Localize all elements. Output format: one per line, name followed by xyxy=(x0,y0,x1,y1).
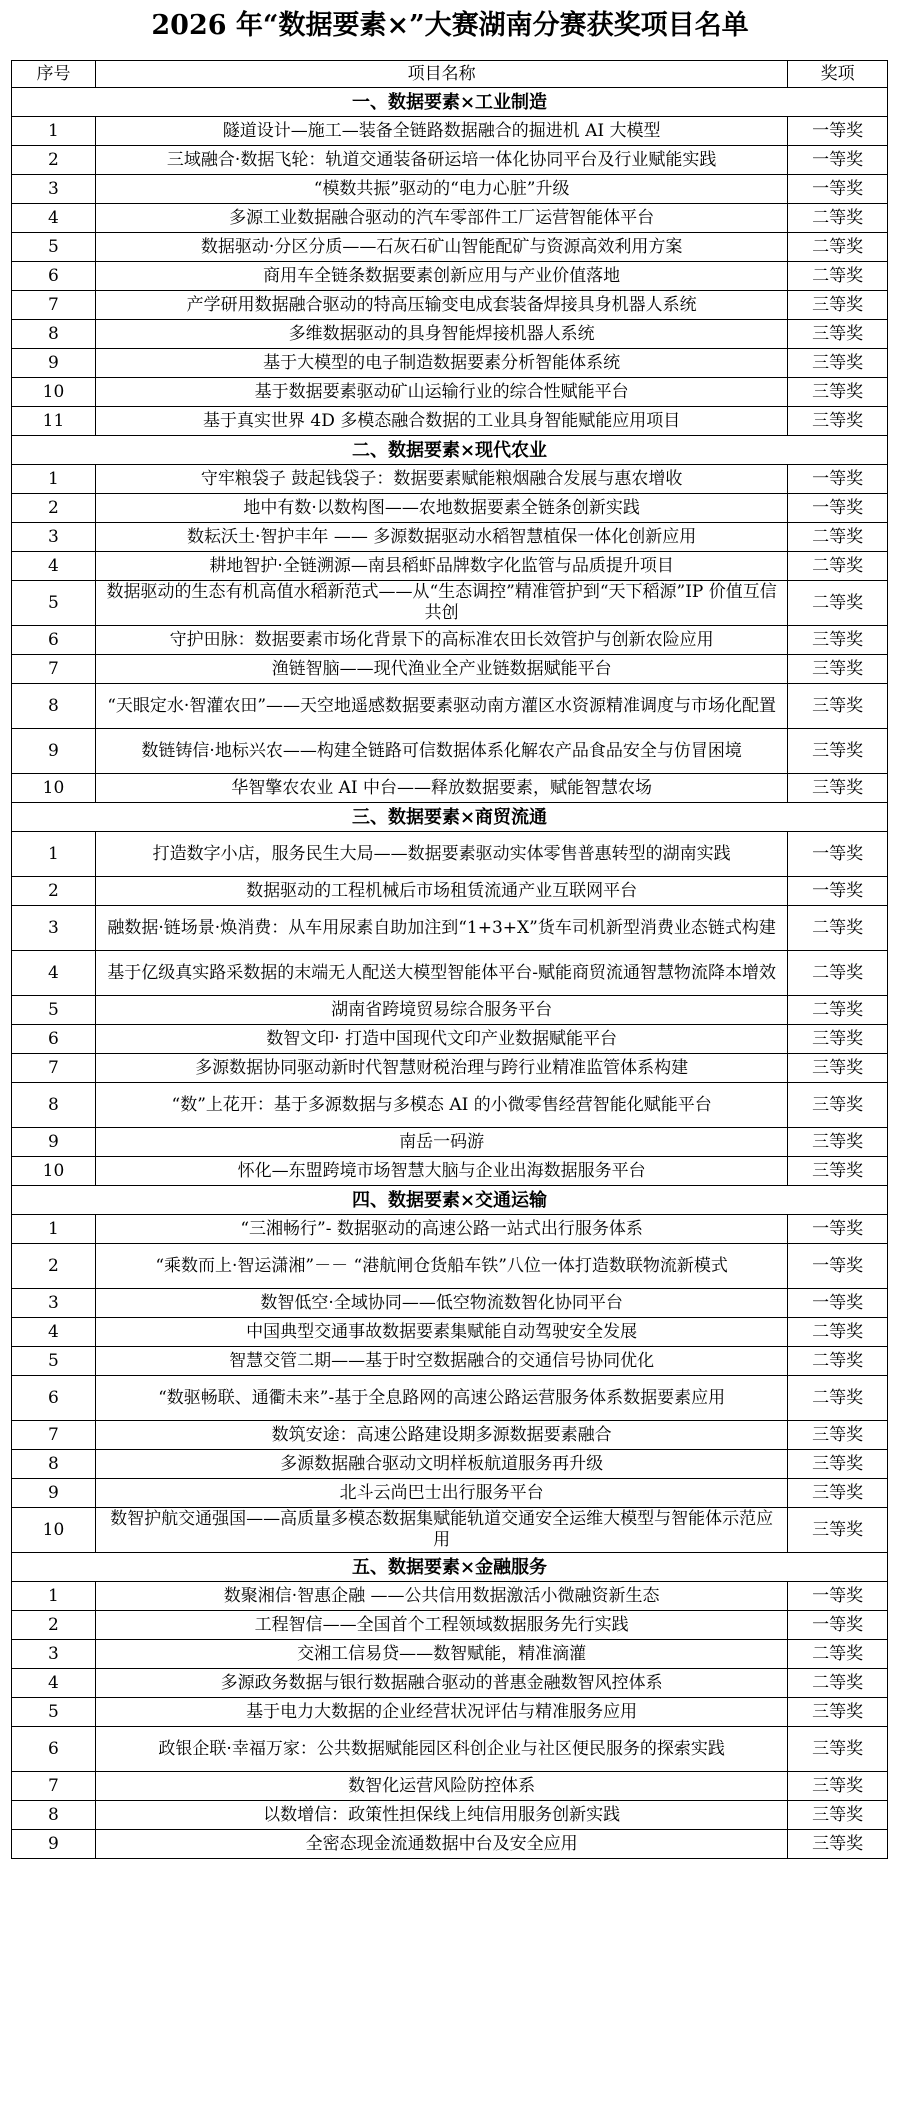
project-name: 基于数据要素驱动矿山运输行业的综合性赋能平台 xyxy=(95,378,787,407)
row-number: 7 xyxy=(12,1772,96,1801)
row-number: 6 xyxy=(12,262,96,291)
project-name: 数聚湘信·智惠企融 ——公共信用数据激活小微融资新生态 xyxy=(95,1582,787,1611)
award-level: 三等奖 xyxy=(788,684,888,729)
row-number: 8 xyxy=(12,1801,96,1830)
row-number: 5 xyxy=(12,1698,96,1727)
award-level: 三等奖 xyxy=(788,1083,888,1128)
award-level: 一等奖 xyxy=(788,1244,888,1289)
award-level: 三等奖 xyxy=(788,1479,888,1508)
table-row xyxy=(12,1801,888,1830)
award-level: 三等奖 xyxy=(788,1772,888,1801)
table-row xyxy=(12,262,888,291)
table-row xyxy=(12,349,888,378)
row-number: 10 xyxy=(12,1157,96,1186)
row-number: 3 xyxy=(12,523,96,552)
section-row xyxy=(12,803,888,832)
award-level: 二等奖 xyxy=(788,1318,888,1347)
project-name: 多源数据协同驱动新时代智慧财税治理与跨行业精准监管体系构建 xyxy=(95,1054,787,1083)
project-name: 多源工业数据融合驱动的汽车零部件工厂运营智能体平台 xyxy=(95,204,787,233)
project-name: “乘数而上·智运潇湘”－－ “港航闸仓货船车铁”八位一体打造数联物流新模式 xyxy=(95,1244,787,1289)
award-level: 二等奖 xyxy=(788,1347,888,1376)
project-name: 三域融合·数据飞轮：轨道交通装备研运培一体化协同平台及行业赋能实践 xyxy=(95,146,787,175)
table-row xyxy=(12,1376,888,1421)
award-level: 二等奖 xyxy=(788,233,888,262)
project-name: “数”上花开：基于多源数据与多模态 AI 的小微零售经营智能化赋能平台 xyxy=(95,1083,787,1128)
project-name: 智慧交管二期——基于时空数据融合的交通信号协同优化 xyxy=(95,1347,787,1376)
table-row xyxy=(12,1083,888,1128)
project-name: 打造数字小店，服务民生大局——数据要素驱动实体零售普惠转型的湖南实践 xyxy=(95,832,787,877)
table-row xyxy=(12,233,888,262)
table-row xyxy=(12,1289,888,1318)
award-level: 二等奖 xyxy=(788,951,888,996)
project-name: 数据驱动的生态有机高值水稻新范式——从“生态调控”精准管护到“天下稻源”IP 价值互信共创 xyxy=(95,581,787,626)
award-level: 二等奖 xyxy=(788,552,888,581)
table-row xyxy=(12,1244,888,1289)
award-level: 一等奖 xyxy=(788,146,888,175)
table-row xyxy=(12,1157,888,1186)
project-name: 多源政务数据与银行数据融合驱动的普惠金融数智风控体系 xyxy=(95,1669,787,1698)
table-row xyxy=(12,1772,888,1801)
project-name: 南岳一码游 xyxy=(95,1128,787,1157)
section-row xyxy=(12,1186,888,1215)
table-row xyxy=(12,523,888,552)
project-name: “天眼定水·智灌农田”——天空地遥感数据要素驱动南方灌区水资源精准调度与市场化配置 xyxy=(95,684,787,729)
row-number: 4 xyxy=(12,204,96,233)
award-level: 一等奖 xyxy=(788,494,888,523)
table-header-row xyxy=(12,61,888,88)
project-name: 数筑安途：高速公路建设期多源数据要素融合 xyxy=(95,1421,787,1450)
award-level: 二等奖 xyxy=(788,523,888,552)
row-number: 10 xyxy=(12,1508,96,1553)
project-name: 多源数据融合驱动文明样板航道服务再升级 xyxy=(95,1450,787,1479)
project-name: 产学研用数据融合驱动的特高压输变电成套装备焊接具身机器人系统 xyxy=(95,291,787,320)
row-number: 7 xyxy=(12,655,96,684)
award-level: 一等奖 xyxy=(788,1289,888,1318)
award-level: 一等奖 xyxy=(788,877,888,906)
award-level: 二等奖 xyxy=(788,204,888,233)
award-level: 三等奖 xyxy=(788,1128,888,1157)
row-number: 4 xyxy=(12,1669,96,1698)
table-row xyxy=(12,175,888,204)
project-name: 数链铸信·地标兴农——构建全链路可信数据体系化解农产品食品安全与仿冒困境 xyxy=(95,729,787,774)
table-row xyxy=(12,832,888,877)
table-row xyxy=(12,1318,888,1347)
table-row xyxy=(12,146,888,175)
table-row xyxy=(12,1669,888,1698)
table-row xyxy=(12,1128,888,1157)
row-number: 6 xyxy=(12,1376,96,1421)
row-number: 1 xyxy=(12,465,96,494)
table-row xyxy=(12,581,888,626)
header-no: 序号 xyxy=(12,61,96,88)
project-name: 数智护航交通强国——高质量多模态数据集赋能轨道交通安全运维大模型与智能体示范应用 xyxy=(95,1508,787,1553)
table-body xyxy=(12,88,888,1859)
project-name: 隧道设计—施工—装备全链路数据融合的掘进机 AI 大模型 xyxy=(95,117,787,146)
row-number: 1 xyxy=(12,1215,96,1244)
row-number: 9 xyxy=(12,1830,96,1859)
table-row xyxy=(12,684,888,729)
table-row xyxy=(12,996,888,1025)
award-level: 一等奖 xyxy=(788,117,888,146)
project-name: 多维数据驱动的具身智能焊接机器人系统 xyxy=(95,320,787,349)
section-title: 五、数据要素×金融服务 xyxy=(12,1553,888,1582)
award-level: 三等奖 xyxy=(788,1508,888,1553)
award-level: 一等奖 xyxy=(788,1215,888,1244)
table-row xyxy=(12,320,888,349)
project-name: 守牢粮袋子 鼓起钱袋子：数据要素赋能粮烟融合发展与惠农增收 xyxy=(95,465,787,494)
table-row xyxy=(12,1450,888,1479)
award-level: 三等奖 xyxy=(788,1801,888,1830)
award-level: 二等奖 xyxy=(788,1669,888,1698)
project-name: 融数据·链场景·焕消费：从车用尿素自助加注到“1+3+X”货车司机新型消费业态链式构建 xyxy=(95,906,787,951)
row-number: 7 xyxy=(12,1054,96,1083)
project-name: 数据驱动·分区分质——石灰石矿山智能配矿与资源高效利用方案 xyxy=(95,233,787,262)
row-number: 5 xyxy=(12,996,96,1025)
table-row xyxy=(12,378,888,407)
project-name: 基于亿级真实路采数据的末端无人配送大模型智能体平台-赋能商贸流通智慧物流降本增效 xyxy=(95,951,787,996)
row-number: 6 xyxy=(12,626,96,655)
row-number: 9 xyxy=(12,349,96,378)
award-level: 一等奖 xyxy=(788,1611,888,1640)
table-row xyxy=(12,552,888,581)
award-level: 三等奖 xyxy=(788,1830,888,1859)
award-level: 三等奖 xyxy=(788,1025,888,1054)
project-name: 数智低空·全域协同——低空物流数智化协同平台 xyxy=(95,1289,787,1318)
table-row xyxy=(12,1479,888,1508)
project-name: “数驱畅联、通衢未来”-基于全息路网的高速公路运营服务体系数据要素应用 xyxy=(95,1376,787,1421)
row-number: 5 xyxy=(12,581,96,626)
document-title: 2026 年“数据要素×”大赛湖南分赛获奖项目名单 xyxy=(151,10,749,41)
row-number: 6 xyxy=(12,1025,96,1054)
row-number: 1 xyxy=(12,117,96,146)
row-number: 8 xyxy=(12,320,96,349)
row-number: 10 xyxy=(12,774,96,803)
award-level: 三等奖 xyxy=(788,1450,888,1479)
row-number: 4 xyxy=(12,951,96,996)
table-row xyxy=(12,291,888,320)
row-number: 8 xyxy=(12,1450,96,1479)
award-level: 二等奖 xyxy=(788,906,888,951)
row-number: 2 xyxy=(12,1244,96,1289)
table-row xyxy=(12,655,888,684)
award-level: 三等奖 xyxy=(788,1157,888,1186)
award-level: 一等奖 xyxy=(788,1582,888,1611)
row-number: 11 xyxy=(12,407,96,436)
header-name: 项目名称 xyxy=(95,61,787,88)
row-number: 9 xyxy=(12,729,96,774)
section-title: 四、数据要素×交通运输 xyxy=(12,1186,888,1215)
award-level: 二等奖 xyxy=(788,262,888,291)
award-level: 三等奖 xyxy=(788,626,888,655)
award-level: 三等奖 xyxy=(788,291,888,320)
table-row xyxy=(12,1421,888,1450)
project-name: 基于电力大数据的企业经营状况评估与精准服务应用 xyxy=(95,1698,787,1727)
table-row xyxy=(12,1727,888,1772)
project-name: 商用车全链条数据要素创新应用与产业价值落地 xyxy=(95,262,787,291)
table-row xyxy=(12,494,888,523)
project-name: 中国典型交通事故数据要素集赋能自动驾驶安全发展 xyxy=(95,1318,787,1347)
header-award: 奖项 xyxy=(788,61,888,88)
row-number: 10 xyxy=(12,378,96,407)
row-number: 9 xyxy=(12,1479,96,1508)
row-number: 3 xyxy=(12,1289,96,1318)
table-row xyxy=(12,117,888,146)
award-level: 三等奖 xyxy=(788,378,888,407)
table-row xyxy=(12,626,888,655)
row-number: 7 xyxy=(12,291,96,320)
row-number: 1 xyxy=(12,832,96,877)
project-name: 数耘沃土·智护丰年 —— 多源数据驱动水稻智慧植保一体化创新应用 xyxy=(95,523,787,552)
row-number: 5 xyxy=(12,233,96,262)
table-row xyxy=(12,1830,888,1859)
project-name: 华智擎农农业 AI 中台——释放数据要素，赋能智慧农场 xyxy=(95,774,787,803)
table-row xyxy=(12,774,888,803)
row-number: 2 xyxy=(12,146,96,175)
table-row xyxy=(12,1508,888,1553)
row-number: 6 xyxy=(12,1727,96,1772)
award-level: 三等奖 xyxy=(788,774,888,803)
table-row xyxy=(12,1025,888,1054)
project-name: 以数增信：政策性担保线上纯信用服务创新实践 xyxy=(95,1801,787,1830)
award-level: 三等奖 xyxy=(788,1054,888,1083)
project-name: 守护田脉：数据要素市场化背景下的高标准农田长效管护与创新农险应用 xyxy=(95,626,787,655)
row-number: 2 xyxy=(12,494,96,523)
award-level: 三等奖 xyxy=(788,655,888,684)
project-name: 基于大模型的电子制造数据要素分析智能体系统 xyxy=(95,349,787,378)
section-title: 二、数据要素×现代农业 xyxy=(12,436,888,465)
section-title: 一、数据要素×工业制造 xyxy=(12,88,888,117)
table-row xyxy=(12,729,888,774)
row-number: 3 xyxy=(12,906,96,951)
award-level: 三等奖 xyxy=(788,407,888,436)
section-row xyxy=(12,436,888,465)
table-row xyxy=(12,465,888,494)
table-row xyxy=(12,906,888,951)
award-level: 一等奖 xyxy=(788,175,888,204)
project-name: 怀化—东盟跨境市场智慧大脑与企业出海数据服务平台 xyxy=(95,1157,787,1186)
award-level: 三等奖 xyxy=(788,729,888,774)
project-name: “三湘畅行”- 数据驱动的高速公路一站式出行服务体系 xyxy=(95,1215,787,1244)
project-name: 数据驱动的工程机械后市场租赁流通产业互联网平台 xyxy=(95,877,787,906)
project-name: “模数共振”驱动的“电力心脏”升级 xyxy=(95,175,787,204)
table-row xyxy=(12,1347,888,1376)
award-level: 一等奖 xyxy=(788,832,888,877)
row-number: 1 xyxy=(12,1582,96,1611)
project-name: 全密态现金流通数据中台及安全应用 xyxy=(95,1830,787,1859)
table-row xyxy=(12,1611,888,1640)
table-row xyxy=(12,204,888,233)
project-name: 工程智信——全国首个工程领域数据服务先行实践 xyxy=(95,1611,787,1640)
award-table xyxy=(11,60,888,1859)
row-number: 7 xyxy=(12,1421,96,1450)
table-row xyxy=(12,1582,888,1611)
row-number: 2 xyxy=(12,877,96,906)
award-level: 三等奖 xyxy=(788,1727,888,1772)
award-level: 一等奖 xyxy=(788,465,888,494)
project-name: 渔链智脑——现代渔业全产业链数据赋能平台 xyxy=(95,655,787,684)
table-row xyxy=(12,951,888,996)
row-number: 3 xyxy=(12,1640,96,1669)
project-name: 地中有数·以数构图——农地数据要素全链条创新实践 xyxy=(95,494,787,523)
project-name: 政银企联·幸福万家：公共数据赋能园区科创企业与社区便民服务的探索实践 xyxy=(95,1727,787,1772)
section-title: 三、数据要素×商贸流通 xyxy=(12,803,888,832)
award-level: 二等奖 xyxy=(788,581,888,626)
section-row xyxy=(12,88,888,117)
award-level: 三等奖 xyxy=(788,349,888,378)
row-number: 9 xyxy=(12,1128,96,1157)
table-row xyxy=(12,407,888,436)
table-row xyxy=(12,1698,888,1727)
row-number: 3 xyxy=(12,175,96,204)
row-number: 4 xyxy=(12,1318,96,1347)
table-row xyxy=(12,1215,888,1244)
section-row xyxy=(12,1553,888,1582)
award-level: 三等奖 xyxy=(788,1421,888,1450)
project-name: 交湘工信易贷——数智赋能，精准滴灌 xyxy=(95,1640,787,1669)
project-name: 湖南省跨境贸易综合服务平台 xyxy=(95,996,787,1025)
award-level: 三等奖 xyxy=(788,320,888,349)
project-name: 数智化运营风险防控体系 xyxy=(95,1772,787,1801)
project-name: 耕地智护·全链溯源—南县稻虾品牌数字化监管与品质提升项目 xyxy=(95,552,787,581)
row-number: 2 xyxy=(12,1611,96,1640)
award-level: 二等奖 xyxy=(788,1376,888,1421)
award-level: 二等奖 xyxy=(788,996,888,1025)
award-level: 二等奖 xyxy=(788,1640,888,1669)
project-name: 基于真实世界 4D 多模态融合数据的工业具身智能赋能应用项目 xyxy=(95,407,787,436)
table-row xyxy=(12,1054,888,1083)
row-number: 5 xyxy=(12,1347,96,1376)
award-level: 三等奖 xyxy=(788,1698,888,1727)
row-number: 4 xyxy=(12,552,96,581)
row-number: 8 xyxy=(12,684,96,729)
table-row xyxy=(12,877,888,906)
project-name: 北斗云尚巴士出行服务平台 xyxy=(95,1479,787,1508)
project-name: 数智文印· 打造中国现代文印产业数据赋能平台 xyxy=(95,1025,787,1054)
row-number: 8 xyxy=(12,1083,96,1128)
table-row xyxy=(12,1640,888,1669)
